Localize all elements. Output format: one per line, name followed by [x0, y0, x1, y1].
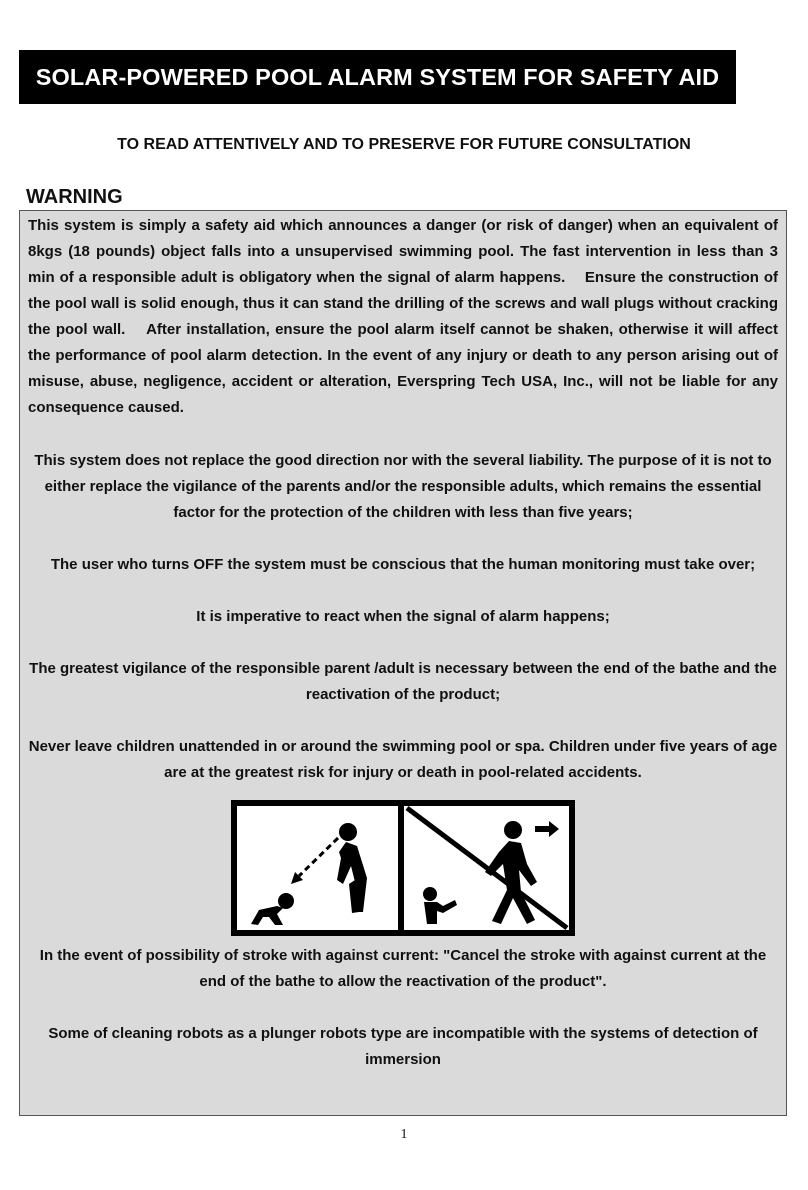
warning-paragraph-intro: This system is simply a safety aid which announces a danger (or risk of danger) when an equivalent of 8kgs (18 pounds) object falls into a unsupervised swimming pool. The fast intervention in less than 3 min of a responsible adult is obligatory when the signal of alarm happens. Ensure the construction of the pool wall is solid enough, thus it can stand the drilling of the screws and wall plugs without cracking the pool wall. After installation, ensure the pool alarm itself cannot be shaken, otherwise it will affect the performance of pool alarm detection. In the event of any injury or death to any person arising out of misuse, abuse, negligence, accident or alteration, Everspring Tech USA, Inc., will not be liable for any consequence caused. — [28, 217, 778, 416]
warning-paragraph-replace: This system does not replace the good direction nor with the several liability. The purpose of it is not to either replace the vigilance of the parents and/or the responsible adults, which remains the essential factor for the protection of the children with less than five years; — [34, 452, 772, 521]
document-subtitle: TO READ ATTENTIVELY AND TO PRESERVE FOR FUTURE CONSULTATION — [117, 136, 691, 153]
warning-paragraph-react: It is imperative to react when the signal of alarm happens; — [196, 608, 610, 625]
warning-paragraph-turn-off: The user who turns OFF the system must be conscious that the human monitoring must take over; — [50, 556, 756, 573]
safety-pictogram-graphic — [231, 800, 575, 936]
page-number: 1 — [400, 1127, 408, 1142]
warning-heading: WARNING — [26, 186, 123, 208]
safety-pictogram — [28, 800, 778, 941]
warning-paragraph-stroke: In the event of possibility of stroke with against current: "Cancel the stroke with against current at the end of the bathe to allow the reactivation of the product". — [39, 947, 767, 990]
warning-paragraph-never-leave: Never leave children unattended in or around the swimming pool or spa. Children under five years of age are at the greatest risk for injury or death in pool-related accidents. — [28, 738, 778, 781]
warning-box — [19, 210, 787, 1116]
document-title: SOLAR-POWERED POOL ALARM SYSTEM FOR SAFETY AID — [19, 50, 736, 104]
warning-paragraph-vigilance: The greatest vigilance of the responsible parent /adult is necessary between the end of the bathe and the reactivation of the product; — [29, 660, 777, 703]
warning-paragraph-robots: Some of cleaning robots as a plunger robots type are incompatible with the systems of detection of immersion — [48, 1025, 758, 1068]
